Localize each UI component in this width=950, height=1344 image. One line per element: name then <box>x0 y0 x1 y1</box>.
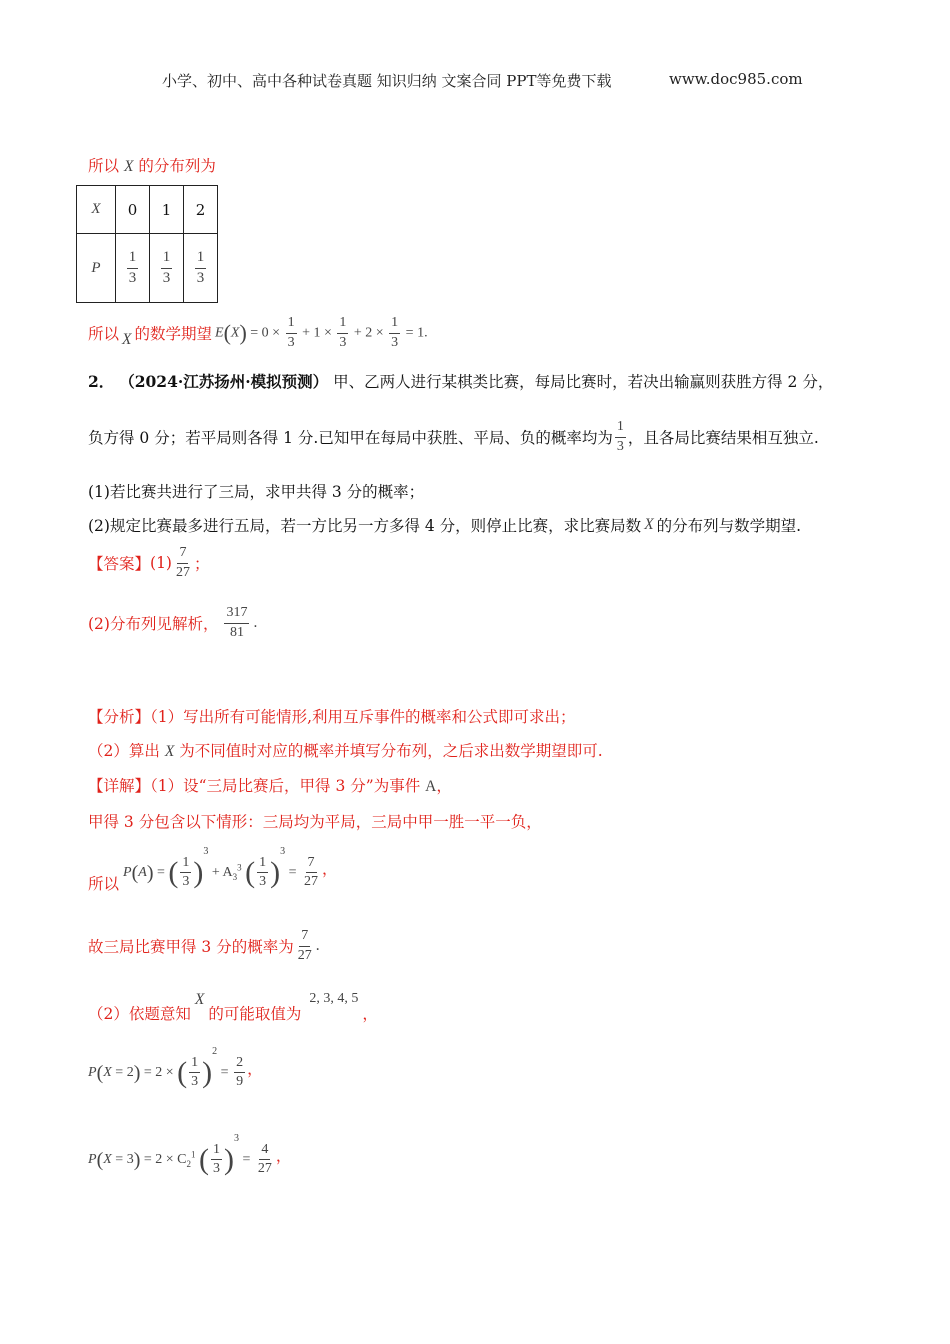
answer-line-2: (2)分布列见解析， $\frac{317}{81}$ . <box>88 605 258 640</box>
analysis-line-2: （2）算出 X 为不同值时对应的概率并填写分布列，之后求出数学期望即可. <box>88 742 603 760</box>
detail-line-3: 所以 P(A) = ( $\frac{1}{3}$ )$^3 + A_3^3$ ( $\frac{1}{3}$ )$^3$ = $\frac{7}{27}$ ， <box>88 846 338 893</box>
table-row: X 0 1 2 <box>77 186 218 234</box>
formula-pa: P(A) = ( $\frac{1}{3}$ )$^3 + A_3^3$ ( $\frac{1}{3}$ )$^3$ = $\frac{7}{27}$ <box>123 846 319 890</box>
distribution-table <box>76 185 218 303</box>
header-url[interactable]: www.doc985.com <box>669 70 803 88</box>
intro-line: 所以 X 的分布列为 <box>88 157 216 175</box>
question-1: (1)若比赛共进行了三局，求甲共得 3 分的概率； <box>88 483 425 501</box>
table-row: P $\frac{1}{3}$ $\frac{1}{3}$ $\frac{1}{3}$ <box>77 234 218 303</box>
header-text: 小学、初中、高中各种试卷真题 知识归纳 文案合同 PPT等免费下载 <box>162 72 612 90</box>
analysis-line-1: 【分析】（1）写出所有可能情形,利用互斥事件的概率和公式即可求出； <box>88 708 576 726</box>
problem-line-2: 负方得 0 分；若平局则各得 1 分.已知甲在每局中获胜、平局、负的概率均为 $\frac{1}{3}$ ，且各局比赛结果相互独立. <box>88 419 819 454</box>
detail-line-1: 【详解】（1）设“三局比赛后，甲得 3 分”为事件 A， <box>88 777 452 795</box>
expectation-formula: E(X) = 0 × $\frac{1}{3}$ + 1 × $\frac{1}{3}$ + 2 × $\frac{1}{3}$ = 1. <box>215 315 428 350</box>
expectation-line: 所以 X 的数学期望 E(X) = 0 × $\frac{1}{3}$ + 1 × $\frac{1}{3}$ + 2 × $\frac{1}{3}$ = 1. <box>88 315 428 350</box>
detail-line-5: （2）依题意知 X 的可能取值为 2, 3, 4, 5 ， <box>88 991 378 1023</box>
formula-px3: $P(X = 3) = 2 \times C_2^1$ ( $\frac{1}{3}$ )$^3$ = $\frac{4}{27}$ ， <box>88 1133 292 1177</box>
detail-line-4: 故三局比赛甲得 3 分的概率为 $\frac{7}{27}$ . <box>88 928 320 963</box>
formula-px2: P(X = 2) = 2 × ( $\frac{1}{3}$ )$^2$ = $\frac{2}{9}$ ， <box>88 1046 263 1090</box>
problem-line-1: 2． （2024·江苏扬州·模拟预测） 甲、乙两人进行某棋类比赛，每局比赛时，若决出输赢则获胜方得 2 分， <box>88 372 834 391</box>
detail-line-2: 甲得 3 分包含以下情形：三局均为平局，三局中甲一胜一平一负， <box>88 813 542 831</box>
answer-line-1: 【答案】 (1) $\frac{7}{27}$ ； <box>88 545 210 580</box>
question-2: (2)规定比赛最多进行五局，若一方比另一方多得 4 分，则停止比赛，求比赛局数 X 的分布列与数学期望. <box>88 516 802 535</box>
